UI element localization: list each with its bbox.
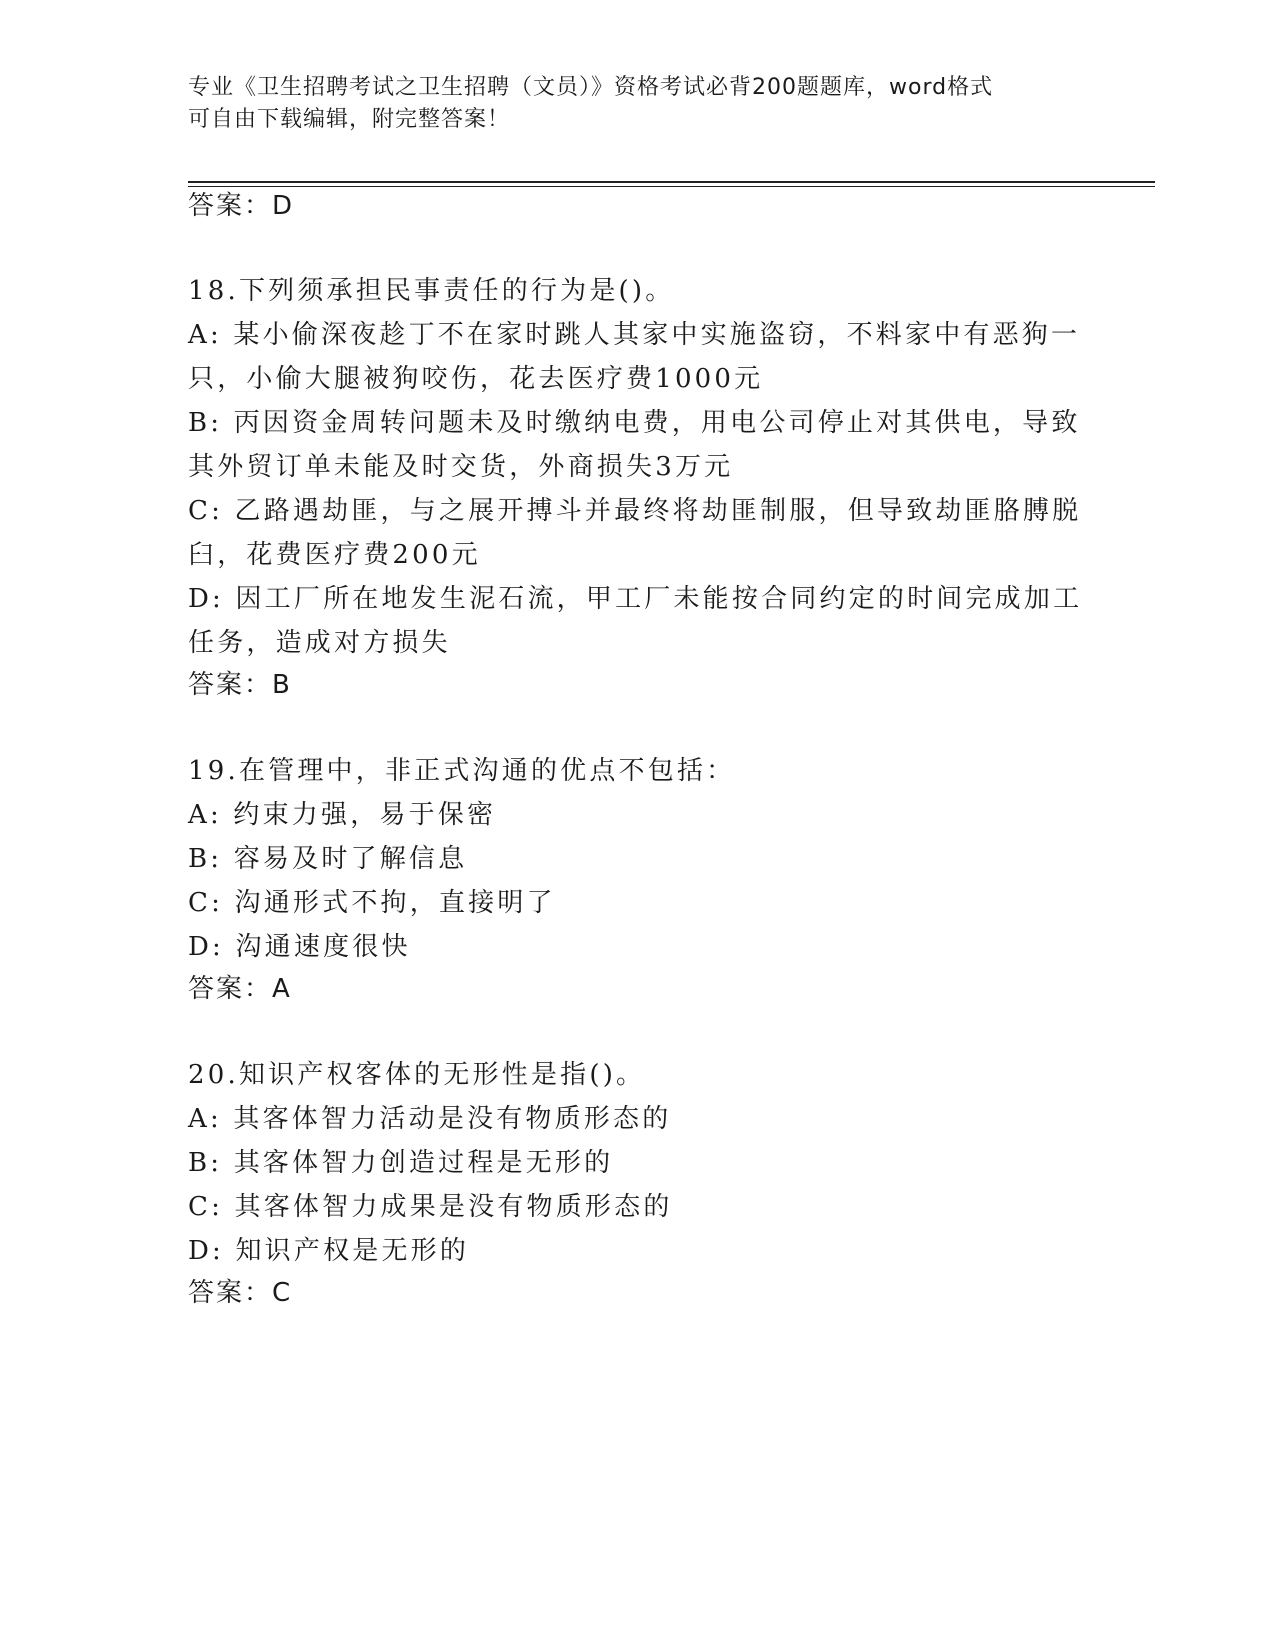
- question-20: 20.知识产权客体的无形性是指()。: [188, 1060, 646, 1090]
- header-line-2: 可自由下载编辑，附完整答案！: [188, 107, 511, 132]
- q20-answer: 答案：C: [188, 1278, 293, 1308]
- q18-option-c-line-1: C: 乙路遇劫匪，与之展开搏斗并最终将劫匪制服，但导致劫匪胳膊脱: [188, 496, 1082, 526]
- q18-option-d-line-2: 任务，造成对方损失: [188, 628, 451, 658]
- q18-option-a-line-1: A: 某小偷深夜趁丁不在家时跳人其家中实施盗窃，不料家中有恶狗一: [188, 320, 1081, 350]
- q19-option-a: A: 约束力强，易于保密: [188, 800, 497, 830]
- q20-option-b: B: 其客体智力创造过程是无形的: [188, 1148, 614, 1178]
- q18-answer: 答案：B: [188, 670, 292, 700]
- answer-previous: 答案：D: [188, 191, 295, 221]
- q19-option-c: C: 沟通形式不拘，直接明了: [188, 888, 556, 918]
- q18-option-c-line-2: 臼，花费医疗费200元: [188, 540, 481, 570]
- header-rule-thin: [188, 186, 1155, 187]
- question-18: 18.下列须承担民事责任的行为是()。: [188, 276, 675, 306]
- q18-option-b-line-1: B: 丙因资金周转问题未及时缴纳电费，用电公司停止对其供电，导致: [188, 408, 1081, 438]
- q18-option-d-line-1: D: 因工厂所在地发生泥石流，甲工厂未能按合同约定的时间完成加工: [188, 584, 1083, 614]
- header-line-1: 专业《卫生招聘考试之卫生招聘（文员）》资格考试必背200题题库，word格式: [188, 75, 994, 100]
- q19-option-b: B: 容易及时了解信息: [188, 844, 468, 874]
- q20-option-d: D: 知识产权是无形的: [188, 1236, 470, 1266]
- q20-option-a: A: 其客体智力活动是没有物质形态的: [188, 1104, 672, 1134]
- document-header: [188, 72, 1088, 136]
- q18-option-b-line-2: 其外贸订单未能及时交货，外商损失3万元: [188, 452, 734, 482]
- q20-option-c: C: 其客体智力成果是没有物质形态的: [188, 1192, 673, 1222]
- q18-option-a-line-2: 只，小偷大腿被狗咬伤，花去医疗费1000元: [188, 364, 764, 394]
- q19-answer: 答案：A: [188, 974, 292, 1004]
- q19-option-d: D: 沟通速度很快: [188, 932, 411, 962]
- question-19: 19.在管理中，非正式沟通的优点不包括：: [188, 756, 736, 786]
- header-rule-thick: [188, 181, 1155, 183]
